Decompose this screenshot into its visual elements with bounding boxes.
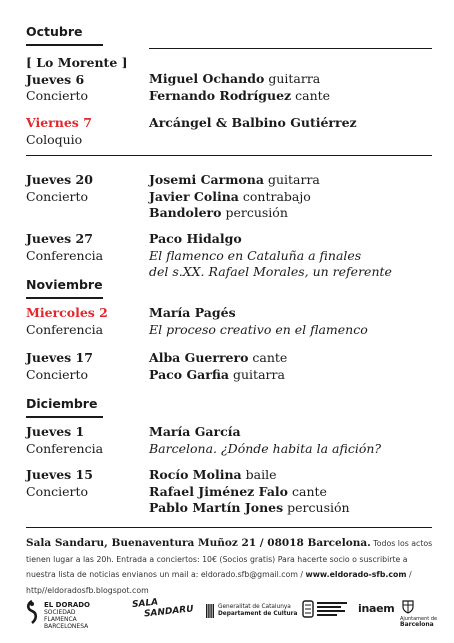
- sala-sandaru-logo: [131, 597, 195, 620]
- event-date: Jueves 20: [26, 172, 93, 187]
- logo-text: Ajuntament de: [400, 616, 438, 622]
- artist-role: guitarra: [233, 366, 285, 382]
- event-date-block: [26, 467, 144, 500]
- event-details: [149, 231, 439, 281]
- logo-text: SANDARU: [143, 604, 195, 620]
- speaker-name: María García: [149, 424, 241, 439]
- event-details: [149, 467, 439, 517]
- artist-name: Paco Garfia: [149, 366, 230, 382]
- month-underline: [26, 44, 103, 46]
- eldorado-emblem-icon: [24, 600, 40, 624]
- artist-role: guitarra: [268, 71, 321, 86]
- event-date-block: [26, 231, 144, 264]
- artist-role: cante: [252, 350, 288, 365]
- event-date-block: [26, 55, 144, 105]
- event-date-block: [26, 115, 144, 148]
- talk-title: del s.XX. Rafael Morales, un referente: [149, 264, 392, 279]
- logo-text: BARCELONESA: [44, 623, 89, 630]
- event-date-block: [26, 305, 144, 338]
- artist-name: Bandolero: [149, 205, 222, 220]
- artist-role: percusión: [287, 500, 350, 515]
- blog-link[interactable]: / http//eldoradosfb.blogspot.com: [26, 570, 412, 595]
- event-date-block: [26, 172, 144, 205]
- month-heading-octubre: Octubre: [26, 24, 83, 39]
- logo-text: SOCIEDAD FLAMENCA: [44, 609, 77, 623]
- divider: [26, 155, 432, 156]
- catalan-flag-icon: [206, 604, 214, 618]
- artist-role: percusión: [225, 205, 288, 220]
- event-type: Concierto: [26, 366, 89, 382]
- inaem-logo: inaem: [358, 602, 395, 615]
- month-heading-diciembre: Diciembre: [26, 396, 98, 411]
- event-type: Coloquio: [26, 131, 83, 147]
- logo-text: Generalitat de Catalunya: [218, 604, 291, 610]
- speaker-name: Paco Hidalgo: [149, 231, 242, 246]
- venue-address: , Buenaventura Muñoz 21 / 08018 Barcelona.: [104, 537, 371, 549]
- month-underline: [26, 297, 103, 299]
- artist-name: Rafael Jiménez Falo: [149, 483, 289, 499]
- talk-title: Barcelona. ¿Dónde habita la afición?: [149, 440, 382, 456]
- artist-role: baile: [245, 467, 277, 482]
- footer-info: [26, 536, 438, 598]
- month-heading-noviembre: Noviembre: [26, 277, 103, 292]
- barcelona-shield-icon: [402, 600, 414, 614]
- footer-text: Todos los actos tienen lugar a las 20h. Entrada a conciertos: 10€ (Socios gratis) Para hacerte socio o suscribirte a nuestra lista de noticias envianos un mail a: eldorado.sfb@gmail.com /: [26, 539, 433, 579]
- logo-text: SALA: [131, 597, 159, 611]
- artist-name: Pablo Martín Jones: [149, 500, 284, 515]
- artist-name: Javier Colina: [149, 188, 239, 204]
- event-date: Viernes 7: [26, 115, 92, 130]
- event-date: Jueves 6: [26, 71, 85, 87]
- event-date-block: [26, 424, 144, 457]
- artist-name: Alba Guerrero: [149, 350, 249, 365]
- event-details: [149, 172, 439, 222]
- logo-text: EL DORADO: [44, 601, 91, 609]
- artist-name: Miguel Ochando: [149, 71, 265, 86]
- logo-text: Barcelona: [400, 621, 434, 628]
- website-link[interactable]: www.eldorado-sfb.com: [305, 570, 407, 579]
- speaker-name: María Pagés: [149, 305, 236, 320]
- artist-role: contrabajo: [242, 188, 311, 204]
- event-type: Conferencia: [26, 440, 104, 456]
- event-details: [149, 424, 439, 457]
- event-date: Jueves 1: [26, 424, 85, 439]
- divider: [149, 48, 432, 49]
- sponsor-logos: [20, 592, 440, 632]
- ministerio-crest-icon: [302, 598, 356, 622]
- artist-name: Josemi Carmona: [149, 172, 264, 187]
- event-details: [149, 115, 439, 132]
- artist-role: cante: [292, 483, 327, 499]
- event-type: Concierto: [26, 188, 89, 204]
- artist-name: Arcángel & Balbino Gutiérrez: [149, 115, 357, 130]
- event-date: Miercoles 2: [26, 305, 108, 320]
- artist-name: Rocío Molina: [149, 467, 242, 482]
- event-details: [149, 350, 439, 383]
- event-type: Concierto: [26, 88, 89, 103]
- talk-title: El flamenco en Cataluña a finales: [149, 247, 362, 263]
- venue-name: Sala Sandaru: [26, 537, 105, 549]
- event-type: Conferencia: [26, 247, 104, 263]
- divider: [26, 527, 432, 528]
- series-label: [ Lo Morente ]: [26, 55, 128, 70]
- ministerio-logo: [302, 598, 358, 626]
- artist-name: Fernando Rodríguez: [149, 87, 292, 103]
- event-date-block: [26, 350, 144, 383]
- event-date: Jueves 27: [26, 231, 93, 246]
- talk-title: El proceso creativo en el flamenco: [149, 321, 368, 337]
- event-date: Jueves 15: [26, 467, 93, 482]
- event-details: [149, 71, 439, 104]
- artist-role: guitarra: [267, 172, 320, 187]
- event-details: [149, 305, 439, 338]
- event-type: Concierto: [26, 483, 89, 499]
- artist-role: cante: [295, 87, 331, 103]
- logo-text: Departament de Cultura: [218, 611, 298, 617]
- event-type: Conferencia: [26, 321, 104, 337]
- event-date: Jueves 17: [26, 350, 93, 365]
- month-underline: [26, 416, 103, 418]
